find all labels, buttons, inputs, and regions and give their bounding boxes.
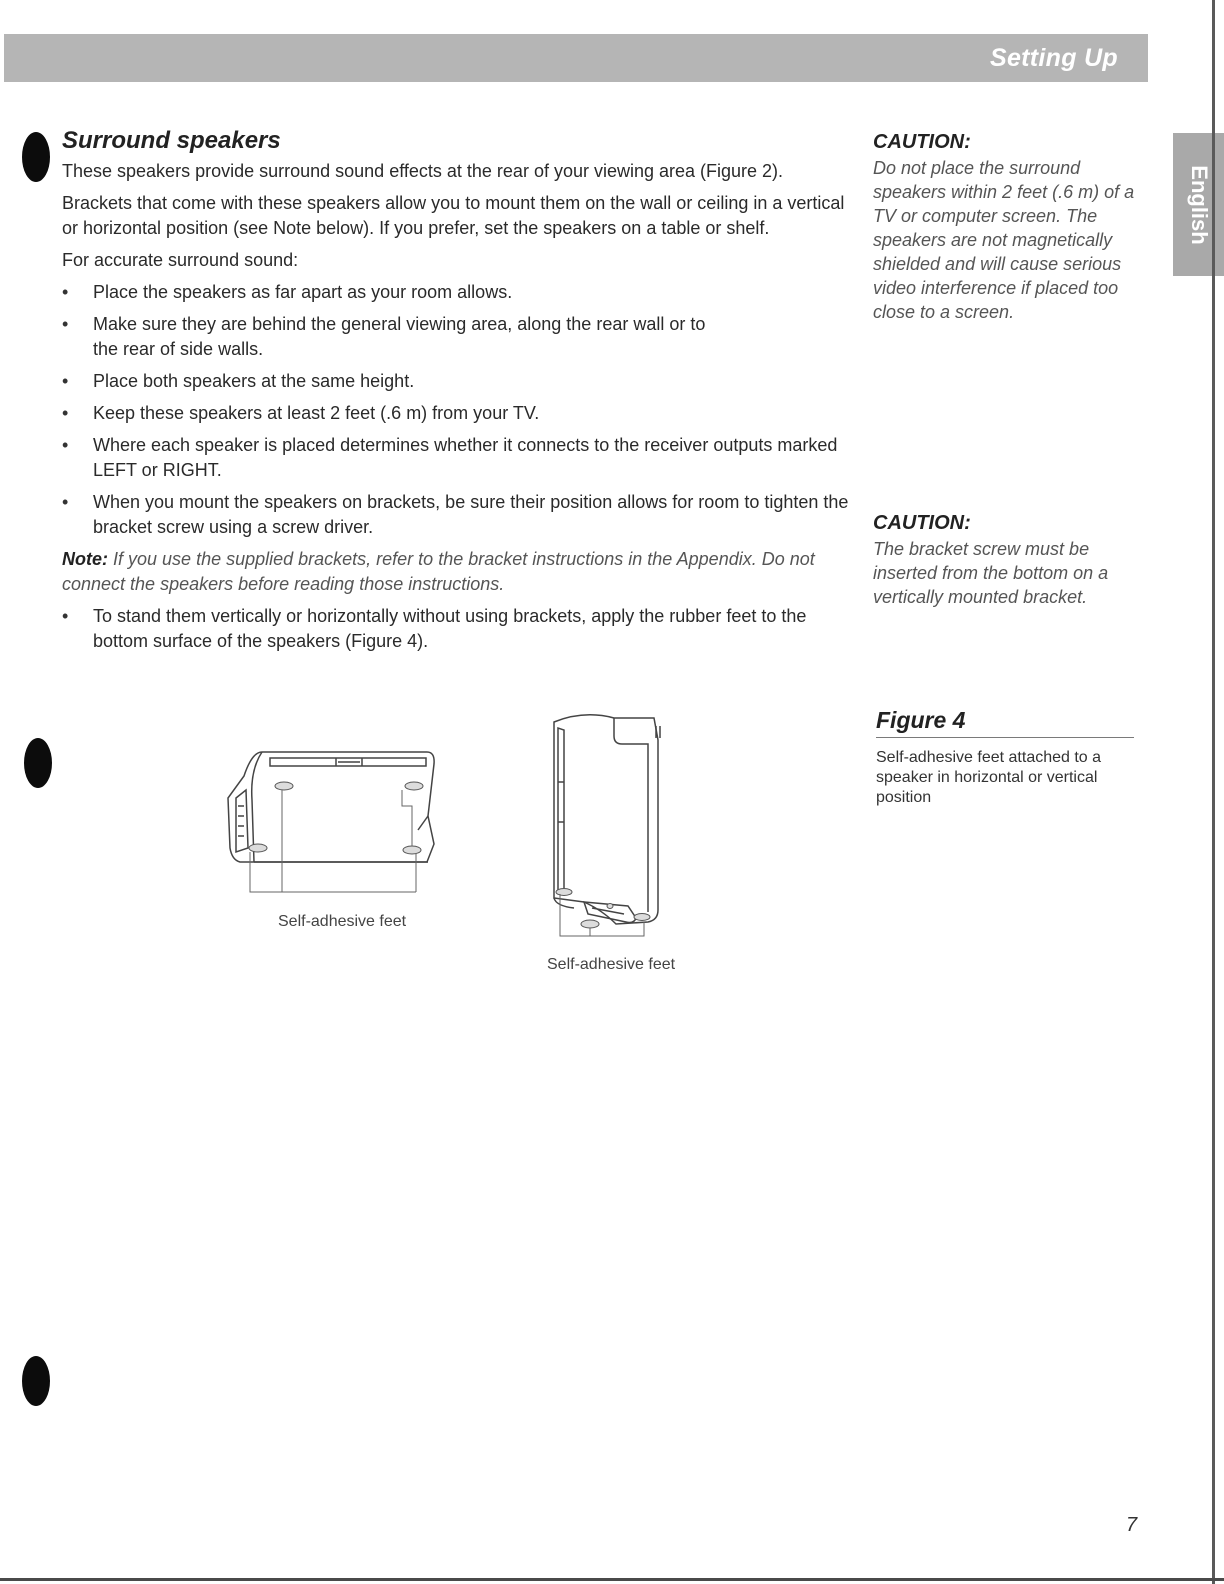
caution-text: Do not place the surround speakers within 2 feet (.6 m) of a TV or computer screen. The speakers are not magnetically shielded and will cause serious video interference if placed too close to a screen. xyxy=(873,158,1135,322)
vertical-feet-label: Self-adhesive feet xyxy=(547,956,676,973)
horizontal-speaker-illustration xyxy=(222,740,442,900)
header-bar xyxy=(4,34,1148,82)
list-item: • When you mount the speakers on brackets, be sure their position allows for room to tighten the bracket screw using a screw driver. xyxy=(62,490,852,540)
caution-text: The bracket screw must be inserted from the bottom on a vertically mounted bracket. xyxy=(873,539,1109,607)
language-tab xyxy=(1173,133,1224,276)
list-item: • Place the speakers as far apart as your room allows. xyxy=(62,280,852,305)
accuracy-lead: For accurate surround sound: xyxy=(62,250,299,270)
standing-list xyxy=(62,604,852,654)
main-column xyxy=(62,128,852,661)
note-label: Note: xyxy=(62,549,108,569)
binder-hole-middle xyxy=(24,738,52,788)
binder-hole-top xyxy=(22,132,50,182)
note xyxy=(62,547,852,597)
figure-title: Figure 4 xyxy=(876,707,1134,738)
vertical-speaker-illustration xyxy=(544,710,672,940)
list-item: • Place both speakers at the same height. xyxy=(62,369,852,394)
page-edge-bottom xyxy=(0,1578,1224,1581)
horizontal-feet-label: Self-adhesive feet xyxy=(278,913,407,930)
list-item: • Where each speaker is placed determines whether it connects to the receiver outputs marked LEFT or RIGHT. xyxy=(62,433,852,483)
list-item: • Make sure they are behind the general viewing area, along the rear wall or to the rear of side walls. xyxy=(62,312,713,362)
page-number: 7 xyxy=(1126,1514,1138,1536)
language-tab-label: English xyxy=(1186,164,1212,245)
list-item: • To stand them vertically or horizontally without using brackets, apply the rubber feet to the bottom surface of the speakers (Figure 4). xyxy=(62,604,852,654)
section-heading: Surround speakers xyxy=(62,127,281,154)
caution-title: CAUTION: xyxy=(873,512,971,534)
figure-caption: Self-adhesive feet attached to a speaker in horizontal or vertical position xyxy=(876,749,1102,806)
brackets-paragraph: Brackets that come with these speakers allow you to mount them on the wall or ceiling in a vertical or horizontal position (see Note below). If you prefer, set the speakers on a table or shelf. xyxy=(62,193,845,238)
placement-list xyxy=(62,280,852,540)
caution-box-bracket xyxy=(873,511,1148,609)
page-edge-right xyxy=(1212,0,1215,1584)
note-text: If you use the supplied brackets, refer to the bracket instructions in the Appendix. Do not connect the speakers before reading those instructions. xyxy=(62,549,815,594)
binder-hole-bottom xyxy=(22,1356,50,1406)
caution-box-screen xyxy=(873,130,1148,324)
caution-title: CAUTION: xyxy=(873,131,971,153)
section-title: Setting Up xyxy=(990,44,1118,72)
intro-paragraph: These speakers provide surround sound effects at the rear of your viewing area (Figure 2). xyxy=(62,161,784,181)
list-item: • Keep these speakers at least 2 feet (.6 m) from your TV. xyxy=(62,401,852,426)
